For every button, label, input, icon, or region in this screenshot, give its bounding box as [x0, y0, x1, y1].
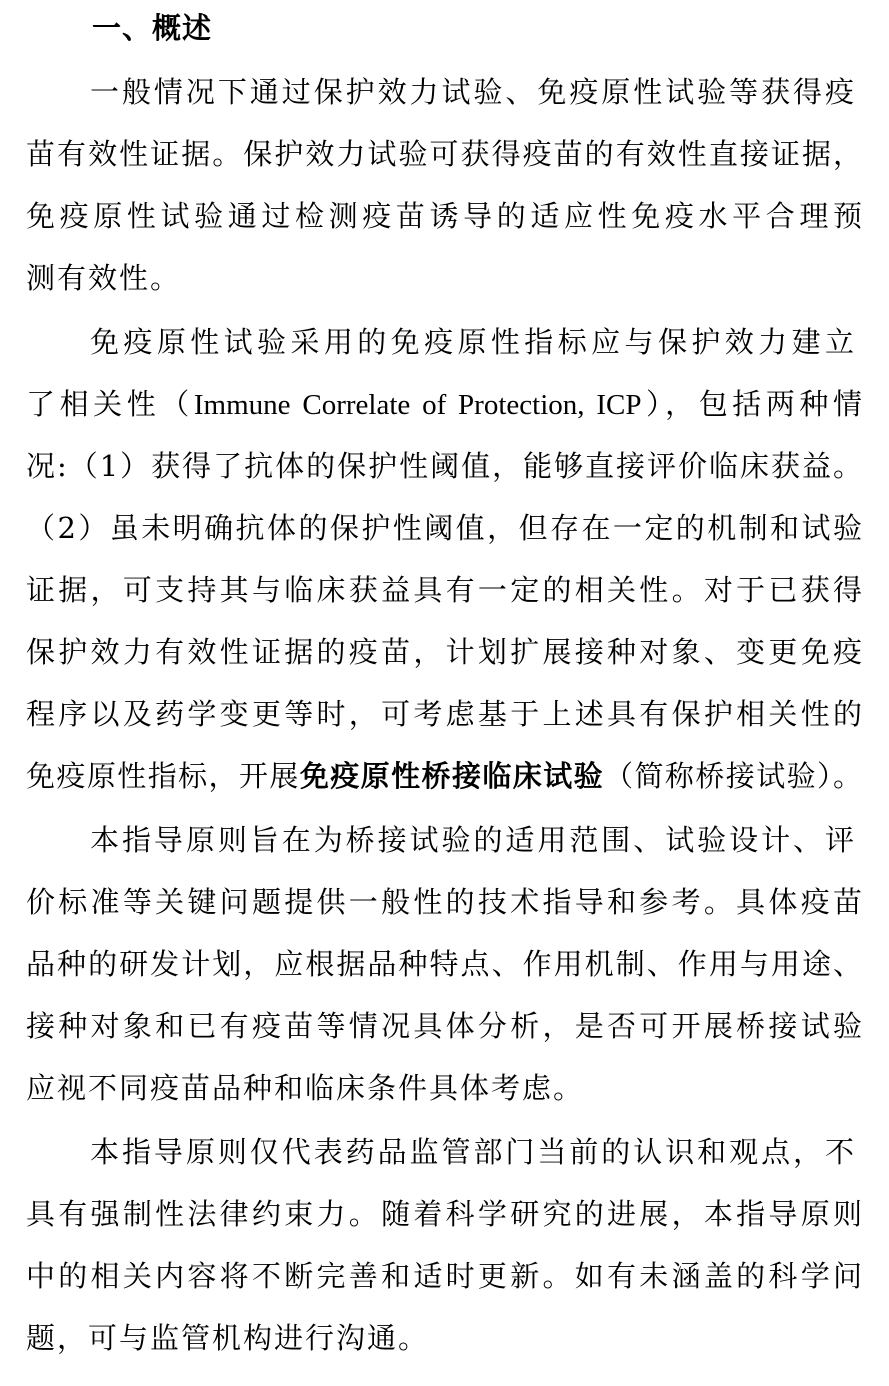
- paragraph-2-line-2-pre: 了相关性（: [26, 387, 194, 421]
- paragraph-3-line-1: 本指导原则旨在为桥接试验的适用范围、试验设计、评: [90, 823, 854, 857]
- paragraph-3-line-4: 接种对象和已有疫苗等情况具体分析，是否可开展桥接试验: [26, 1009, 862, 1043]
- paragraph-2-line-6: 保护效力有效性证据的疫苗，计划扩展接种对象、变更免疫: [26, 635, 862, 669]
- paragraph-3-line-5: 应视不同疫苗品种和临床条件具体考虑。: [26, 1071, 585, 1105]
- paragraph-2-line-1: 免疫原性试验采用的免疫原性指标应与保护效力建立: [90, 325, 854, 359]
- paragraph-2-line-8-pre: 免疫原性指标，开展: [26, 759, 300, 793]
- paragraph-1-line-4: 测有效性。: [26, 261, 182, 295]
- paragraph-2-line-8: [26, 756, 862, 796]
- paragraph-4-line-2: 具有强制性法律约束力。随着科学研究的进展，本指导原则: [26, 1197, 862, 1231]
- paragraph-3-line-3: 品种的研发计划，应根据品种特点、作用机制、作用与用途、: [26, 947, 862, 981]
- paragraph-1-line-1: 一般情况下通过保护效力试验、免疫原性试验等获得疫: [90, 75, 854, 109]
- paragraph-3-line-2: 价标准等关键问题提供一般性的技术指导和参考。具体疫苗: [26, 885, 862, 919]
- paragraph-2-line-5: 证据，可支持其与临床获益具有一定的相关性。对于已获得: [26, 573, 862, 607]
- section-heading: 一、概述: [92, 11, 213, 45]
- paragraph-2-line-7: 程序以及药学变更等时，可考虑基于上述具有保护相关性的: [26, 697, 862, 731]
- bridging-trial-term: 免疫原性桥接临床试验: [299, 759, 605, 793]
- paragraph-4-line-3: 中的相关内容将不断完善和适时更新。如有未涵盖的科学问: [26, 1259, 862, 1293]
- paragraph-2-line-2-latin: Immune Correlate of Protection, ICP: [193, 389, 642, 421]
- paragraph-2-line-4: （2）虽未明确抗体的保护性阈值，但存在一定的机制和试验: [26, 511, 862, 545]
- paragraph-1-line-3: 免疫原性试验通过检测疫苗诱导的适应性免疫水平合理预: [26, 199, 862, 233]
- paragraph-2-line-2-post: ），包括两种情: [641, 387, 862, 421]
- paragraph-2-line-2: [26, 384, 862, 424]
- paragraph-4-line-1: 本指导原则仅代表药品监管部门当前的认识和观点，不: [90, 1135, 854, 1169]
- paragraph-4-line-4: 题，可与监管机构进行沟通。: [26, 1321, 430, 1355]
- paragraph-2-line-3: 况:（1）获得了抗体的保护性阈值，能够直接评价临床获益。: [26, 449, 862, 483]
- paragraph-1-line-2: 苗有效性证据。保护效力试验可获得疫苗的有效性直接证据，: [26, 137, 862, 171]
- paragraph-2-line-8-post: （简称桥接试验）。: [604, 759, 862, 793]
